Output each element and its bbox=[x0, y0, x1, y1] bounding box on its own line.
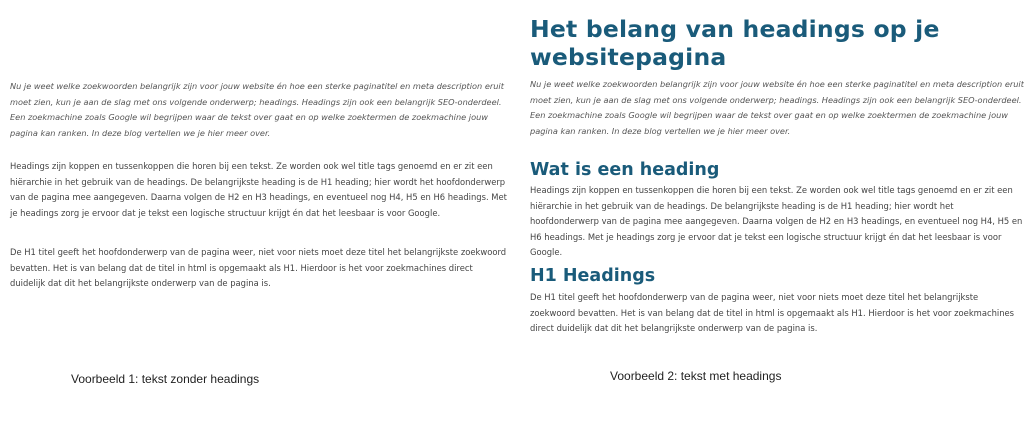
heading-what-is-heading: Wat is een heading bbox=[530, 160, 720, 180]
page-title: Het belang van headings op je websitepagina bbox=[530, 15, 940, 71]
example-with-headings bbox=[514, 0, 1024, 423]
intro-paragraph: Nu je weet welke zoekwoorden belangrijk zijn voor jouw website én hoe een sterke paginatitel en meta description eruit moet zien, kun je aan de slag met ons volgende onderwerp; headings. Headings zijn ook een belangrijk SEO-onderdeel. Een zoekmachine zoals Google wil begrijpen waar de tekst over gaat en op welke zoektermen de zoekmachine jouw pagina kan ranken. In deze blog vertellen we je hier meer over. bbox=[530, 79, 1024, 136]
intro-paragraph: Nu je weet welke zoekwoorden belangrijk zijn voor jouw website én hoe een sterke paginatitel en meta description eruit moet zien, kun je aan de slag met ons volgende onderwerp; headings. Headings zijn ook een belangrijk SEO-onderdeel. Een zoekmachine zoals Google wil begrijpen waar de tekst over gaat en op welke zoektermen de zoekmachine jouw pagina kan ranken. In deze blog vertellen we je hier meer over. bbox=[10, 81, 504, 138]
heading-h1-headings: H1 Headings bbox=[530, 266, 656, 286]
body-paragraph-1: Headings zijn koppen en tussenkoppen die horen bij een tekst. Ze worden ook wel title tags genoemd en er zit een hiërarchie in het gebruik van de headings. De belangrijkste heading is de H1 heading; hier wordt het hoofdonderwerp van de pagina mee aangegeven. Daarna volgen de H2 en H3 headings, en eventueel nog H4, H5 en H6 headings. Met je headings zorg je ervoor dat je tekst een logische structuur krijgt én dat het leesbaar is voor Google. bbox=[530, 185, 1023, 258]
caption: Voorbeeld 2: tekst met headings bbox=[610, 369, 782, 383]
body-paragraph-2: De H1 titel geeft het hoofdonderwerp van de pagina weer, niet voor niets moet deze titel het belangrijkste zoekwoord bevatten. Het is van belang dat de titel in html is opgemaakt als H1. Hierdoor is het voor zoekmachines direct duidelijk dat dit het belangrijkste onderwerp van de pagina is. bbox=[10, 247, 507, 289]
body-paragraph-1: Headings zijn koppen en tussenkoppen die horen bij een tekst. Ze worden ook wel title tags genoemd en er zit een hiërarchie in het gebruik van de headings. De belangrijkste heading is de H1 heading; hier wordt het hoofdonderwerp van de pagina mee aangegeven. Daarna volgen de H2 en H3 headings, en eventueel nog H4, H5 en H6 headings. Met je headings zorg je ervoor dat je tekst een logische structuur krijgt én dat het leesbaar is voor Google. bbox=[10, 161, 507, 218]
caption: Voorbeeld 1: tekst zonder headings bbox=[71, 372, 260, 386]
body-paragraph-2: De H1 titel geeft het hoofdonderwerp van de pagina weer, niet voor niets moet deze titel het belangrijkste zoekwoord bevatten. Het is van belang dat de titel in html is opgemaakt als H1. Hierdoor is het voor zoekmachines direct duidelijk dat dit het belangrijkste onderwerp van de pagina is. bbox=[530, 292, 1015, 334]
